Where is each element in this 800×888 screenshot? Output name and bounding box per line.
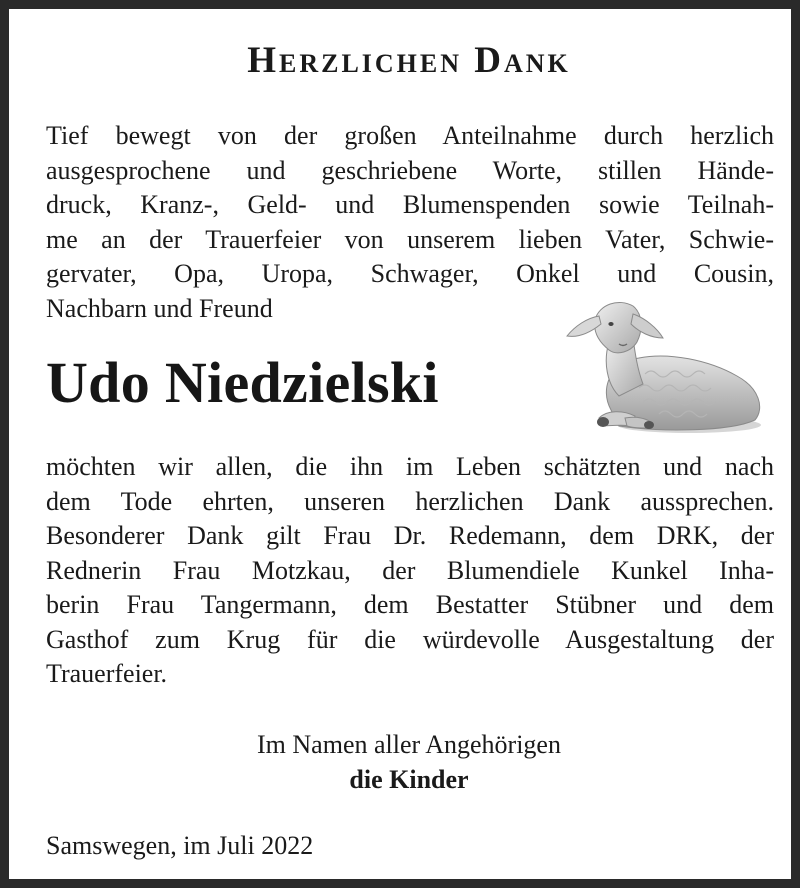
- body-line: berin Frau Tangermann, dem Bestatter Stübner und dem: [46, 590, 774, 619]
- intro-line: Tief bewegt von der großen Anteilnahme durch herzlich: [46, 121, 774, 150]
- body-line: möchten wir allen, die ihn im Leben schätzten und nach: [46, 452, 774, 481]
- body-line: dem Tode ehrten, unseren herzlichen Dank aussprechen.: [46, 486, 774, 516]
- body-line: Gasthof zum Krug für die würdevolle Ausgestaltung der: [46, 624, 774, 654]
- place-and-date: Samswegen, im Juli 2022: [46, 831, 314, 860]
- body-line: Rednerin Frau Motzkau, der Blumendiele Kunkel Inha-: [46, 555, 774, 585]
- intro-line: gervater, Opa, Uropa, Schwager, Onkel und Cousin,: [46, 259, 774, 288]
- intro-line: druck, Kranz-, Geld- und Blumenspenden sowie Teilnah-: [46, 190, 774, 219]
- body-line: Trauerfeier.: [46, 659, 168, 688]
- intro-line: ausgesprochene und geschriebene Worte, stillen Hände-: [46, 155, 774, 185]
- signature-signers: die Kinder: [349, 765, 469, 794]
- signature-line: Im Namen aller Angehörigen: [257, 730, 561, 759]
- lamb-icon: [559, 292, 769, 442]
- deceased-name: Udo Niedzielski: [46, 350, 439, 415]
- intro-line: me an der Trauerfeier von unserem lieben Vater, Schwie-: [46, 224, 774, 254]
- signature-block: [9, 727, 800, 797]
- body-line: Besonderer Dank gilt Frau Dr. Redemann, dem DRK, der: [46, 521, 774, 550]
- intro-line: Nachbarn und Freund: [46, 293, 273, 323]
- notice-heading: Herzlichen Dank: [247, 40, 571, 81]
- body-paragraph: [46, 450, 774, 692]
